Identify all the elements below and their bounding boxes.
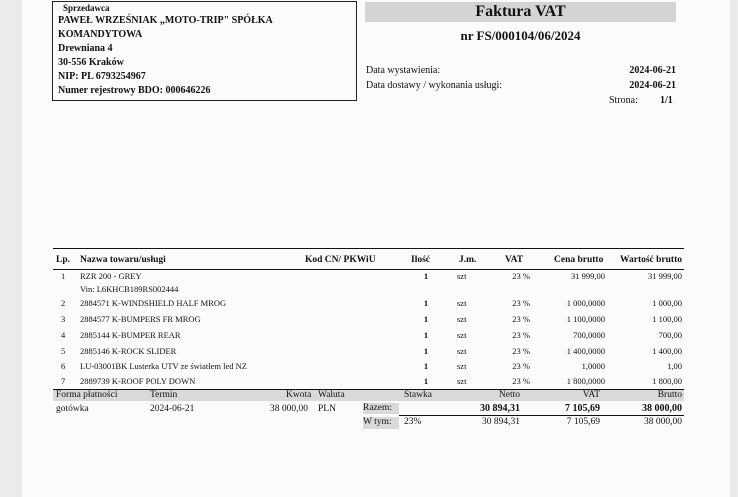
row-unit: szt [457,330,467,340]
col-unit: J.m. [459,255,477,265]
sum-vat: 7 105,69 [565,403,600,414]
row-lp: 4 [61,330,66,340]
seller-name-line1: PAWEŁ WRZEŚNIAK „MOTO-TRIP" SPÓŁKA [58,15,273,26]
seller-bdo: Numer rejestrowy BDO: 000646226 [58,85,211,96]
row-unit: szt [457,376,467,386]
seller-city: 30-556 Kraków [58,57,124,68]
row-value: 1,00 [667,361,682,371]
row-name: 2884577 K-BUMPERS FR MROG [80,314,201,324]
row-price: 1 400,0000 [566,346,605,356]
issue-date: 2024-06-21 [629,65,676,76]
row-vat: 23 % [512,314,530,324]
row-qty: 1 [423,330,429,340]
row-value: 31 999,00 [648,271,682,281]
row-name: LU-03001BK Lusterka UTV ze światłem led NZ [80,361,247,371]
row-name: RZR 200 - GREY [80,271,142,281]
invoice-number: nr FS/000104/06/2024 [460,28,581,43]
row-price: 700,0000 [573,330,605,340]
seller-heading: Sprzedawca [63,3,110,13]
payment-method-header: Forma płatności [56,390,118,400]
col-lp: Lp. [56,255,70,265]
payment-currency-header: Waluta [318,390,345,400]
invoice-title: Faktura VAT [475,3,566,20]
row-qty: 1 [423,361,429,371]
seller-name-line2: KOMANDYTOWA [58,29,143,40]
col-value: Wartość brutto [620,255,683,265]
totals-rule [399,415,684,416]
payment-currency: PLN [318,404,336,414]
row-price: 1 800,0000 [566,376,605,386]
row-price: 1,0000 [581,361,605,371]
row-unit: szt [457,271,467,281]
totals-rate-header: Stawka [404,390,432,400]
row-lp: 6 [61,361,66,371]
row-value: 1 100,00 [652,314,682,324]
row-name: 2889739 K-ROOF POLY DOWN [80,376,196,386]
col-price: Cena brutto [554,255,604,265]
delivery-date-label: Data dostawy / wykonania usługi: [366,80,503,91]
issue-date-label: Data wystawienia: [366,65,441,76]
row-unit: szt [457,346,467,356]
row-qty: 1 [423,298,429,308]
col-vat: VAT [505,255,524,265]
row-price: 1 000,0000 [566,298,605,308]
incl-label: W tym: [363,417,392,427]
row-value: 700,00 [658,330,682,340]
row-lp: 7 [61,376,66,386]
row-vin: Vin: L6KHCB189RS002444 [80,284,179,294]
row-price: 1 100,0000 [566,314,605,324]
row-unit: szt [457,298,467,308]
totals-net-header: Netto [498,390,520,400]
row-lp: 2 [61,298,66,308]
row-qty: 1 [423,346,429,356]
row-value: 1 000,00 [652,298,682,308]
row-lp: 3 [61,314,66,324]
row-lp: 1 [61,271,66,281]
col-code: Kod CN/ PKWiU [305,255,376,265]
totals-gross-header: Brutto [657,390,682,400]
delivery-date: 2024-06-21 [629,80,676,91]
row-vat: 23 % [512,330,530,340]
row-qty: 1 [423,376,429,386]
page-value: 1/1 [660,95,673,106]
row-qty: 1 [423,314,429,324]
sum-gross: 38 000,00 [642,403,682,414]
row-unit: szt [457,361,467,371]
payment-method: gotówka [56,404,89,414]
seller-street: Drewniana 4 [58,43,113,54]
col-qty: Ilość [411,255,430,265]
row-name: 2885144 K-BUMPER REAR [80,330,181,340]
row-vat: 23 % [512,376,530,386]
row-vat: 23 % [512,298,530,308]
row-vat: 23 % [512,361,530,371]
incl-rate: 23% [404,417,422,427]
payment-amount: 38 000,00 [270,404,308,414]
incl-vat: 7 105,69 [566,417,600,427]
payment-term: 2024-06-21 [150,404,195,414]
row-unit: szt [457,314,467,324]
row-name: 2884571 K-WINDSHIELD HALF MROG [80,298,227,308]
seller-nip: NIP: PL 6793254967 [58,71,146,82]
sum-label: Razem: [363,403,393,413]
row-price: 31 999,00 [571,271,605,281]
sum-net: 30 894,31 [480,403,520,414]
row-value: 1 400,00 [652,346,682,356]
incl-net: 30 894,31 [482,417,520,427]
row-vat: 23 % [512,271,530,281]
incl-gross: 38 000,00 [644,417,682,427]
row-name: 2885146 K-ROCK SLIDER [80,346,177,356]
payment-term-header: Termin [150,390,178,400]
payment-amount-header: Kwota [286,390,312,400]
page-label: Strona: [609,95,638,106]
row-qty: 1 [423,271,429,281]
totals-vat-header: VAT [582,390,600,400]
row-vat: 23 % [512,346,530,356]
col-name: Nazwa towaru/usługi [80,255,166,265]
row-lp: 5 [61,346,66,356]
row-value: 1 800,00 [652,376,682,386]
